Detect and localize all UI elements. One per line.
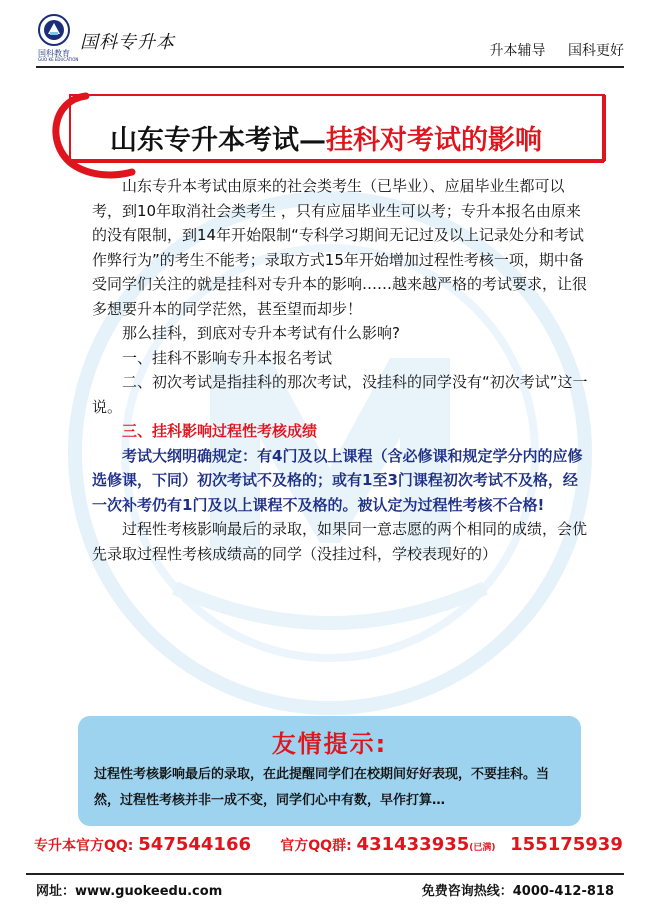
qq-group-number-2[interactable]: 155175939 <box>510 834 623 855</box>
page-header <box>0 0 650 72</box>
qq-group-label: 官方QQ群: <box>280 838 352 854</box>
article-body <box>92 174 592 566</box>
logo-script-text: 国科专升本 <box>80 32 175 53</box>
footer-website[interactable]: 网址：www.guokeedu.com <box>36 884 223 899</box>
qq-group-full-badge: (已满) <box>469 843 496 853</box>
paragraph-intro: 山东专升本考试由原来的社会类考生（已毕业）、应届毕业生都可以考，到10年取消社会类考生 ，只有应届毕业生可以考；专升本报名由原来的没有限制，到14年开始限制“专科学习期间无记过及以上记录处分和考试作弊行为”的考生不能考；录取方式15年开始增加过程性考核一项，期中备受同学们关注的就是挂科对专升本的影响……越来越严格的考试要求，让很多想要升本的同学茫然，甚至望而却步！ <box>92 177 588 318</box>
qq-number[interactable]: 547544166 <box>138 834 252 855</box>
tip-title: 友情提示: <box>271 730 388 758</box>
qq-group-number-1[interactable]: 431433935 <box>356 834 470 855</box>
tip-text: 过程性考核影响最后的录取，在此提醒同学们在校期间好好表现，不要挂科。当然，过程性考核并非一成不变，同学们心中有数，早作打算… <box>94 767 550 808</box>
footer-divider <box>26 873 624 875</box>
paragraph-point-3-heading: 三、挂科影响过程性考核成绩 <box>122 422 318 440</box>
tagline-2: 国科更好 <box>568 43 624 59</box>
qq-label: 专升本官方QQ: <box>34 838 134 854</box>
school-seal-icon <box>38 14 70 46</box>
tagline-1: 升本辅导 <box>489 43 546 59</box>
paragraph-rule: 考试大纲明确规定：有4门及以上课程（含必修课和规定学分内的应修选修课，下同）初次考试不及格的；或有1至3门课程初次考试不及格，经一次补考仍有1门及以上课程不及格的。被认定为过程性考核不合格! <box>92 446 583 514</box>
logo-name: 国科教育 <box>38 49 70 58</box>
title-part-2: 挂科对考试的影响 <box>326 125 542 156</box>
paragraph-point-2: 二、初次考试是指挂科的那次考试，没挂科的同学没有“初次考试”这一说。 <box>92 373 588 416</box>
contact-line <box>34 834 623 855</box>
header-tagline <box>472 40 624 60</box>
paragraph-point-1: 一、挂科不影响专升本报名考试 <box>122 348 333 367</box>
tip-box <box>78 716 581 826</box>
footer-hotline: 免费咨询热线：4000-412-818 <box>421 884 614 899</box>
title-part-1: 山东专升本考试— <box>110 125 326 156</box>
paragraph-question: 那么挂科，到底对专升本考试有什么影响? <box>122 324 400 342</box>
header-divider <box>36 66 624 68</box>
page-title <box>110 118 542 157</box>
logo-english: GUO KE EDUCATION <box>38 57 79 62</box>
paragraph-conclusion: 过程性考核影响最后的录取，如果同一意志愿的两个相同的成绩，会优先录取过程性考核成绩高的同学（没挂过科，学校表现好的） <box>92 520 588 563</box>
